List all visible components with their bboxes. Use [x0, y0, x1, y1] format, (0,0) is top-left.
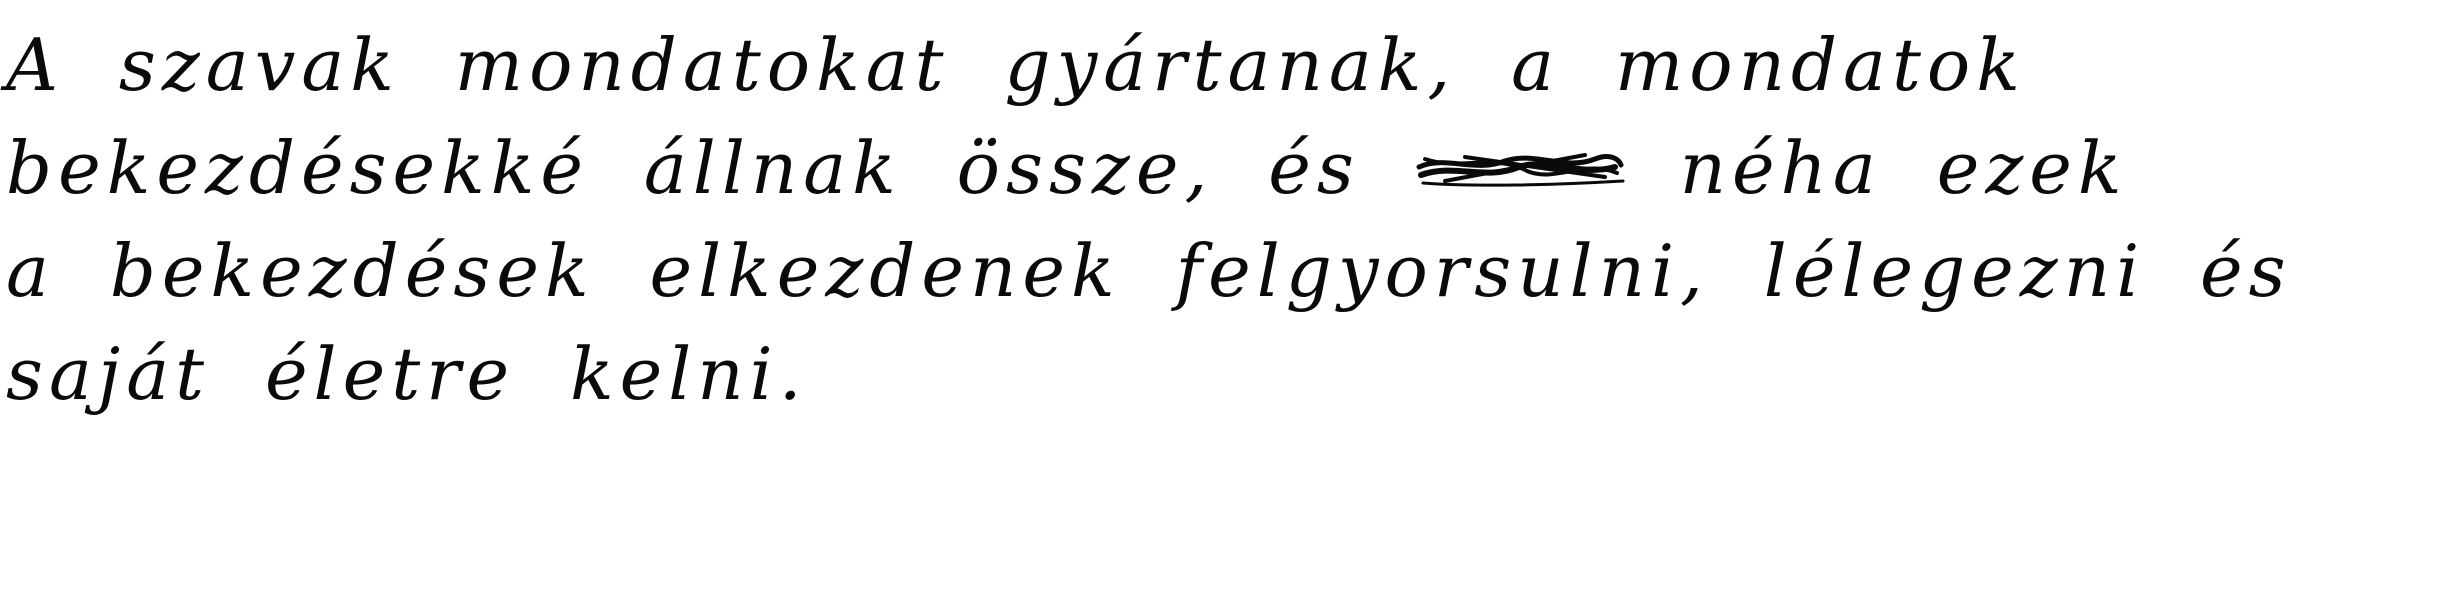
line-4-text: saját életre kelni. [6, 332, 808, 416]
line-1-text: A szavak mondatokat gyártanak, a mondatok [6, 23, 2026, 107]
text-line-4 [6, 323, 2386, 426]
line-3-text: a bekezdések elkezdenek felgyorsulni, lélegezni és [6, 229, 2292, 313]
line-2-text-after: néha ezek [1679, 126, 2128, 210]
handwritten-text [6, 14, 2386, 426]
line-2-text-before: bekezdésekké állnak össze, és [6, 126, 1360, 210]
crossed-out-word-scribble [1415, 137, 1625, 197]
scribble-drawing [1415, 137, 1625, 197]
text-line-3 [6, 220, 2386, 323]
text-line-1 [6, 14, 2386, 117]
text-line-2 [6, 117, 2386, 220]
